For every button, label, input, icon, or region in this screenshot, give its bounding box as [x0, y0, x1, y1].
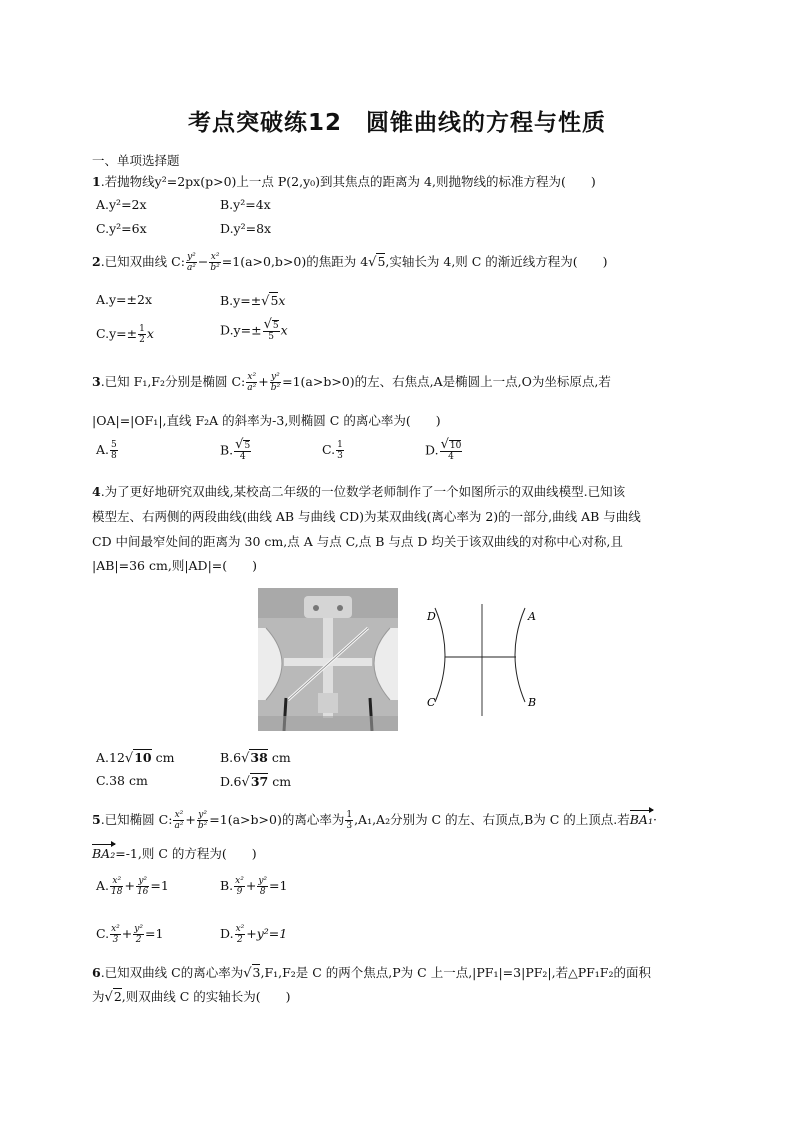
option-d: D.y²=8x — [220, 221, 272, 236]
option-c: C.y=± $\frac{1}{2}$ x — [96, 324, 154, 345]
hyperbola-model-photo — [258, 588, 398, 731]
option-a: A. $\frac{\text{x²}}{18}$ + $\frac{\text{y²}}{16}$ =1 — [96, 876, 169, 897]
question-number: 2 — [92, 254, 101, 269]
option-b: B. $\frac{\text{x²}}{9}$ + $\frac{\text{y²}}{8}$ =1 — [220, 876, 288, 897]
option-a: A.12√10 cm — [96, 750, 175, 766]
option-d: D. $\frac{√10}{4}$ — [425, 437, 462, 462]
option-b: B.y²=4x — [220, 197, 271, 212]
question-4-line-3: CD 中间最窄处间的距离为 30 cm,点 A 与点 C,点 B 与点 D 均关于该双曲线的对称中心对称,且 — [92, 534, 623, 549]
option-c: C.y²=6x — [96, 221, 147, 236]
question-number: 1 — [92, 174, 101, 189]
question-3: 3.已知 F₁,F₂分别是椭圆 C: $\frac{\text{x²}}{\text{a²}}$ + $\frac{\text{y²}}{\text{b²}}$ =1(a>b>0)的左、右焦点,A是椭圆上一点,O为坐标原点,若 — [92, 372, 611, 393]
page-title: 考点突破练12 圆锥曲线的方程与性质 — [187, 110, 606, 136]
vector-ba1: BA₁ — [629, 812, 653, 827]
question-2: 2.已知双曲线 C: $\frac{\text{y²}}{\text{a²}}$ − $\frac{\text{x²}}{\text{b²}}$ =1(a>0,b>0)的焦距为 4√5,实轴长为 4,则 C 的渐近线方程为( ) — [92, 252, 608, 273]
label-d: D — [427, 610, 436, 623]
question-3-line-2: |OA|=|OF₁|,直线 F₂A 的斜率为-3,则椭圆 C 的离心率为( ) — [92, 413, 441, 428]
question-6-line-2: 为√2,则双曲线 C 的实轴长为( ) — [92, 989, 291, 1005]
question-6: 6.已知双曲线 C的离心率为√3,F₁,F₂是 C 的两个焦点,P为 C 上一点,|PF₁|=3|PF₂|,若△PF₁F₂的面积 — [92, 965, 651, 981]
option-b: B.6√38 cm — [220, 750, 291, 766]
fraction: $\frac{\text{y²}}{\text{a²}}$ — [186, 252, 196, 273]
option-a: A.y=±2x — [96, 292, 153, 307]
label-b: B — [528, 696, 537, 709]
question-4-line-2: 模型左、右两侧的两段曲线(曲线 AB 与曲线 CD)为某双曲线(离心率为 2)的一部分,曲线 AB 与曲线 — [92, 509, 641, 524]
question-4: 4.为了更好地研究双曲线,某校高二年级的一位数学老师制作了一个如图所示的双曲线模型.已知该 — [92, 484, 626, 499]
option-c: C.38 cm — [96, 773, 148, 788]
option-d: D. $\frac{\text{x²}}{2}$ +y²=1 — [220, 924, 288, 945]
vector-ba2: BA₂ — [92, 846, 116, 861]
option-d: D.y=± $\frac{√5}{5}$ x — [220, 317, 288, 342]
question-4-line-4: |AB|=36 cm,则|AD|=( ) — [92, 558, 258, 573]
option-b: B. $\frac{√5}{4}$ — [220, 437, 251, 462]
option-d: D.6√37 cm — [220, 774, 292, 790]
option-a: A.y²=2x — [96, 197, 147, 212]
sqrt: 5 — [377, 254, 386, 269]
option-c: C. $\frac{1}{3}$ — [322, 440, 343, 461]
question-5-line-2: BA₂=-1,则 C 的方程为( ) — [92, 846, 257, 861]
option-c: C. $\frac{\text{x²}}{3}$ + $\frac{\text{y²}}{2}$ =1 — [96, 924, 164, 945]
question-1 — [92, 174, 596, 190]
hyperbola-diagram — [415, 600, 545, 720]
question-stem: .已知双曲线 C: — [100, 254, 185, 269]
question-5: 5.已知椭圆 C: $\frac{\text{x²}}{\text{a²}}$ + $\frac{\text{y²}}{\text{b²}}$ =1(a>b>0)的离心率为 $\frac{1}{3}$ ,A₁,A₂分别为 C 的左、右顶点,B为 C 的上顶点.若BA₁· — [92, 810, 657, 831]
label-a: A — [528, 610, 536, 623]
question-stem: .若抛物线y²=2px(p>0)上一点 P(2,y₀)到其焦点的距离为 4,则抛物线的标准方程为( ) — [100, 174, 596, 189]
fraction: $\frac{\text{x²}}{\text{b²}}$ — [210, 252, 220, 273]
option-b: B.y=±√5x — [220, 293, 286, 309]
option-a: A. $\frac{5}{8}$ — [96, 440, 117, 461]
label-c: C — [427, 696, 436, 709]
section-heading: 一、单项选择题 — [92, 153, 180, 168]
